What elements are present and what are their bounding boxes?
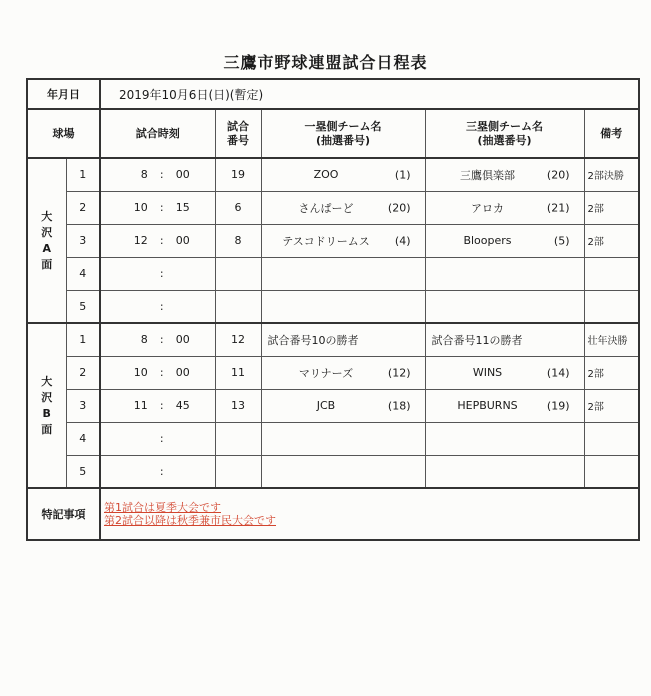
third-base-team [425, 455, 584, 488]
remarks [584, 290, 639, 323]
third-base-team [425, 422, 584, 455]
time-sep: : [159, 366, 164, 379]
header-third-base [425, 109, 584, 158]
game-time [100, 389, 215, 422]
team-name: ZOO [313, 168, 339, 182]
table-row [27, 290, 639, 323]
time-hour: 10 [133, 201, 148, 214]
venue-name [27, 158, 66, 323]
third-base-team [425, 356, 584, 389]
game-number [215, 422, 261, 455]
team-wrap [262, 168, 425, 181]
table-row [27, 191, 639, 224]
game-number: 19 [215, 158, 261, 191]
game-time [100, 191, 215, 224]
first-base-team [261, 323, 425, 356]
team-name: マリナーズ [298, 366, 354, 380]
first-base-team [261, 257, 425, 290]
remarks: 2部 [584, 191, 639, 224]
team-wrap [426, 465, 584, 478]
team-name: JCB [316, 399, 336, 412]
team-wrap [426, 200, 584, 216]
draw-number: (20) [546, 168, 570, 182]
game-number: 8 [215, 224, 261, 257]
remarks [584, 455, 639, 488]
team-wrap [262, 465, 425, 478]
slot-number: 4 [66, 422, 100, 455]
time-minute: 15 [175, 201, 190, 214]
remarks: 2部 [584, 224, 639, 257]
first-base-team [261, 389, 425, 422]
table-row [27, 356, 639, 389]
team-wrap [426, 267, 584, 280]
slot-number: 1 [66, 323, 100, 356]
draw-number: (1) [394, 168, 411, 182]
team-name: 試合番号10の勝者 [267, 333, 359, 347]
first-base-team [261, 455, 425, 488]
header-third-base-line1: 三塁側チーム名 [466, 119, 543, 133]
remarks: 壮年決勝 [584, 323, 639, 356]
game-number: 6 [215, 191, 261, 224]
third-base-team [425, 290, 584, 323]
header-game-no-line1: 試合 [227, 119, 249, 133]
page-title: 三鷹市野球連盟試合日程表 [223, 53, 428, 72]
notes-cell [100, 488, 639, 540]
header-row [27, 109, 639, 158]
time-sep: : [159, 267, 164, 280]
remarks [584, 257, 639, 290]
team-wrap [426, 167, 584, 183]
team-name: テスコドリームス [282, 234, 370, 248]
game-time [100, 323, 215, 356]
team-wrap [262, 365, 425, 381]
table-row [27, 158, 639, 191]
venue-name-char: 大 [41, 374, 53, 388]
notes-row [27, 488, 639, 540]
game-time [100, 290, 215, 323]
game-time [100, 257, 215, 290]
time-hour: 11 [133, 399, 148, 412]
draw-number: (20) [387, 201, 411, 214]
header-remarks: 備考 [584, 109, 639, 158]
header-game-no [215, 109, 261, 158]
venue-name-char: 面 [41, 257, 53, 271]
draw-number: (19) [546, 399, 570, 412]
venue-name-char: A [42, 241, 51, 255]
remarks [584, 422, 639, 455]
team-wrap [262, 432, 425, 445]
time-sep: : [159, 234, 164, 247]
first-base-team [261, 191, 425, 224]
header-time: 試合時刻 [100, 109, 215, 158]
slot-number: 4 [66, 257, 100, 290]
remarks: 2部決勝 [584, 158, 639, 191]
game-number [215, 257, 261, 290]
third-base-team [425, 257, 584, 290]
slot-number: 5 [66, 455, 100, 488]
draw-number: (4) [394, 234, 411, 247]
draw-number: (18) [387, 399, 411, 412]
table-row [27, 257, 639, 290]
table-row [27, 455, 639, 488]
slot-number: 2 [66, 191, 100, 224]
time-minute: 00 [175, 168, 190, 182]
game-number [215, 290, 261, 323]
team-wrap [426, 300, 584, 313]
team-name: HEPBURNS [457, 399, 518, 412]
third-base-team [425, 191, 584, 224]
team-wrap [262, 267, 425, 280]
first-base-team [261, 422, 425, 455]
venue-name-char: 沢 [41, 390, 53, 404]
remarks: 2部 [584, 389, 639, 422]
game-time [100, 224, 215, 257]
team-name: さんぱーど [298, 201, 354, 215]
draw-number: (14) [546, 366, 570, 379]
third-base-team [425, 323, 584, 356]
first-base-team [261, 224, 425, 257]
header-field: 球場 [27, 109, 100, 158]
team-wrap [426, 432, 584, 445]
team-wrap [426, 234, 584, 247]
time-sep: : [159, 201, 164, 214]
team-wrap [262, 300, 425, 313]
slot-number: 3 [66, 224, 100, 257]
time-sep: : [159, 464, 164, 478]
table-row [27, 224, 639, 257]
first-base-team [261, 356, 425, 389]
time-minute: 00 [175, 333, 190, 347]
time-minute: 00 [175, 366, 190, 379]
draw-number: (5) [553, 234, 570, 247]
team-name: WINS [472, 366, 503, 379]
third-base-team [425, 158, 584, 191]
time-sep: : [159, 432, 164, 445]
time-minute: 00 [175, 234, 190, 247]
team-wrap [262, 200, 425, 216]
slot-number: 1 [66, 158, 100, 191]
remarks: 2部 [584, 356, 639, 389]
time-hour: 8 [140, 333, 148, 347]
game-number [215, 455, 261, 488]
note-line-1: 第1試合は夏季大会です [104, 501, 221, 514]
header-first-base-line1: 一塁側チーム名 [304, 119, 382, 133]
time-sep: : [159, 299, 164, 313]
team-name: 三鷹倶楽部 [460, 168, 515, 182]
venue-name-char: 大 [41, 209, 53, 223]
slot-number: 5 [66, 290, 100, 323]
time-hour: 12 [133, 234, 148, 247]
notes-label: 特記事項 [27, 488, 100, 540]
header-first-base-line2: (抽選番号) [315, 133, 371, 147]
time-hour: 10 [133, 366, 148, 379]
game-time [100, 422, 215, 455]
first-base-team [261, 290, 425, 323]
draw-number: (21) [546, 201, 570, 214]
team-wrap [262, 399, 425, 412]
venue-name-char: 沢 [41, 225, 53, 239]
header-third-base-line2: (抽選番号) [477, 133, 532, 147]
time-sep: : [159, 333, 164, 347]
third-base-team [425, 224, 584, 257]
schedule-table [26, 78, 640, 541]
team-wrap [426, 399, 584, 412]
game-time [100, 356, 215, 389]
table-row [27, 323, 639, 356]
draw-number: (12) [387, 366, 411, 379]
game-number: 11 [215, 356, 261, 389]
header-game-no-line2: 番号 [227, 133, 249, 147]
venue-name-char: B [42, 406, 51, 420]
date-label: 年月日 [27, 79, 100, 109]
slot-number: 2 [66, 356, 100, 389]
game-time [100, 455, 215, 488]
time-sep: : [159, 168, 164, 182]
note-line-2: 第2試合以降は秋季兼市民大会です [104, 514, 276, 527]
header-first-base [261, 109, 425, 158]
time-minute: 45 [175, 399, 190, 412]
team-name: アロカ [471, 201, 504, 215]
date-value: 2019年10月6日(日)(暫定) [100, 79, 639, 109]
game-number: 13 [215, 389, 261, 422]
team-wrap [426, 366, 584, 379]
third-base-team [425, 389, 584, 422]
slot-number: 3 [66, 389, 100, 422]
time-hour: 8 [140, 168, 148, 182]
time-sep: : [159, 399, 164, 412]
team-name: Bloopers [463, 234, 512, 247]
team-wrap [262, 233, 425, 249]
table-row [27, 422, 639, 455]
venue-name-char: 面 [41, 422, 53, 436]
game-time [100, 158, 215, 191]
table-row [27, 389, 639, 422]
game-number: 12 [215, 323, 261, 356]
date-row [27, 79, 639, 109]
venue-name [27, 323, 66, 488]
team-name: 試合番号11の勝者 [431, 333, 523, 347]
first-base-team [261, 158, 425, 191]
